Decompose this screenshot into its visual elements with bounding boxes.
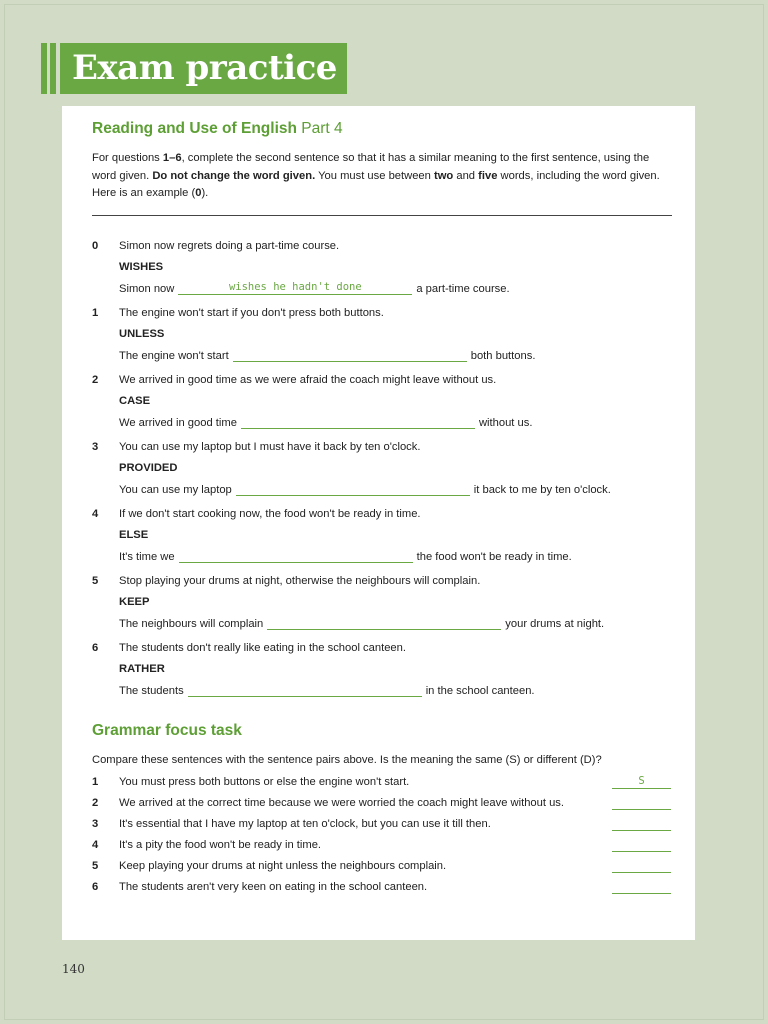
banner-stripe xyxy=(41,43,47,94)
intro-text: ). xyxy=(201,187,209,199)
rewrite-end: your drums at night. xyxy=(505,618,605,630)
section-heading-main: Reading and Use of English xyxy=(92,120,297,137)
rewrite-start: The engine won't start xyxy=(119,350,229,362)
grammar-answer-gap[interactable] xyxy=(612,881,671,894)
divider xyxy=(92,215,672,216)
grammar-item-text: Keep playing your drums at night unless the neighbours complain. xyxy=(119,860,447,872)
rewrite-end: without us. xyxy=(478,417,533,429)
question-sentence: Stop playing your drums at night, otherwise the neighbours will complain. xyxy=(119,575,481,587)
exercise-card xyxy=(62,106,695,940)
rewrite-end: in the school canteen. xyxy=(425,685,535,697)
grammar-answer-gap[interactable] xyxy=(612,839,671,852)
rewrite-line xyxy=(119,550,572,563)
rewrite-line xyxy=(119,617,604,630)
grammar-item-text: You must press both buttons or else the engine won't start. xyxy=(119,776,410,788)
grammar-item-text: It's essential that I have my laptop at ten o'clock, but you can use it till then. xyxy=(119,818,491,830)
rewrite-start: We arrived in good time xyxy=(119,417,237,429)
answer-gap[interactable] xyxy=(236,483,470,496)
question-sentence: The students don't really like eating in the school canteen. xyxy=(119,642,406,654)
grammar-answer-handwritten: S xyxy=(638,775,645,787)
question-number: 2 xyxy=(92,374,99,386)
question-number: 4 xyxy=(92,508,99,520)
key-word: PROVIDED xyxy=(119,462,178,474)
grammar-instructions: Compare these sentences with the sentence pairs above. Is the meaning the same (S) or different (D)? xyxy=(92,754,602,766)
instructions xyxy=(92,150,672,203)
question-sentence: Simon now regrets doing a part-time course. xyxy=(119,240,340,252)
rewrite-end: a part-time course. xyxy=(416,283,510,295)
answer-gap[interactable] xyxy=(233,349,467,362)
question-sentence: If we don't start cooking now, the food won't be ready in time. xyxy=(119,508,421,520)
grammar-item-number: 3 xyxy=(92,818,99,830)
answer-gap[interactable] xyxy=(179,550,413,563)
question-number: 3 xyxy=(92,441,99,453)
banner-stripe xyxy=(50,43,56,94)
grammar-heading: Grammar focus task xyxy=(92,722,242,739)
key-word: UNLESS xyxy=(119,328,165,340)
answer-handwritten: wishes he hadn't done xyxy=(228,281,362,293)
question-sentence: You can use my laptop but I must have it back by ten o'clock. xyxy=(119,441,421,453)
answer-gap[interactable] xyxy=(178,282,412,295)
intro-text: and xyxy=(453,169,479,182)
answer-gap[interactable] xyxy=(241,416,475,429)
rewrite-line xyxy=(119,282,510,295)
grammar-item-number: 5 xyxy=(92,860,99,872)
grammar-answer-gap[interactable] xyxy=(612,797,671,810)
exam-practice-banner xyxy=(41,43,347,94)
key-word: WISHES xyxy=(119,261,164,273)
intro-emphasis: Do not change the word given. xyxy=(152,169,316,182)
question-sentence: The engine won't start if you don't press both buttons. xyxy=(119,307,384,319)
rewrite-line xyxy=(119,684,535,697)
grammar-answer-gap[interactable] xyxy=(612,860,671,873)
key-word: RATHER xyxy=(119,663,165,675)
rewrite-end: both buttons. xyxy=(470,350,536,362)
key-word: CASE xyxy=(119,395,151,407)
intro-text: , complete the second sentence so that it has a similar meaning to the first sentence, using the word given. xyxy=(92,152,650,182)
grammar-item-number: 2 xyxy=(92,797,99,809)
intro-text: words, including the word given. Here is an example ( xyxy=(92,169,660,199)
rewrite-end: the food won't be ready in time. xyxy=(416,551,572,563)
question-number: 0 xyxy=(92,240,99,252)
grammar-item-number: 6 xyxy=(92,881,99,893)
answer-gap[interactable] xyxy=(188,684,422,697)
rewrite-line xyxy=(119,416,532,429)
key-word: KEEP xyxy=(119,596,150,608)
rewrite-line xyxy=(119,483,611,496)
grammar-item-text: It's a pity the food won't be ready in time. xyxy=(119,839,322,851)
section-heading xyxy=(92,120,343,138)
grammar-answer-gap[interactable] xyxy=(612,776,671,789)
grammar-item-text: We arrived at the correct time because we were worried the coach might leave without us. xyxy=(119,797,565,809)
intro-range: 1–6 xyxy=(162,152,182,164)
grammar-item-number: 4 xyxy=(92,839,99,851)
rewrite-start: You can use my laptop xyxy=(119,484,232,496)
intro-emphasis: 0 xyxy=(195,187,202,199)
intro-emphasis: two xyxy=(433,169,454,182)
intro-emphasis: five xyxy=(478,169,498,182)
question-number: 5 xyxy=(92,575,99,587)
rewrite-end: it back to me by ten o'clock. xyxy=(473,484,611,496)
page-number: 140 xyxy=(62,962,85,976)
section-heading-part: Part 4 xyxy=(301,120,343,137)
grammar-item-text: The students aren't very keen on eating in the school canteen. xyxy=(119,881,428,893)
banner-title: Exam practice xyxy=(60,43,347,94)
question-number: 6 xyxy=(92,642,99,654)
rewrite-start: The students xyxy=(119,685,184,697)
key-word: ELSE xyxy=(119,529,149,541)
rewrite-start: The neighbours will complain xyxy=(119,618,264,630)
rewrite-line xyxy=(119,349,535,362)
grammar-answer-gap[interactable] xyxy=(612,818,671,831)
answer-gap[interactable] xyxy=(267,617,501,630)
intro-text: You must use between xyxy=(315,169,434,182)
rewrite-start: It's time we xyxy=(119,551,175,563)
question-number: 1 xyxy=(92,307,99,319)
grammar-item-number: 1 xyxy=(92,776,99,788)
rewrite-start: Simon now xyxy=(119,283,175,295)
question-sentence: We arrived in good time as we were afraid the coach might leave without us. xyxy=(119,374,497,386)
intro-text: For questions xyxy=(92,152,163,164)
